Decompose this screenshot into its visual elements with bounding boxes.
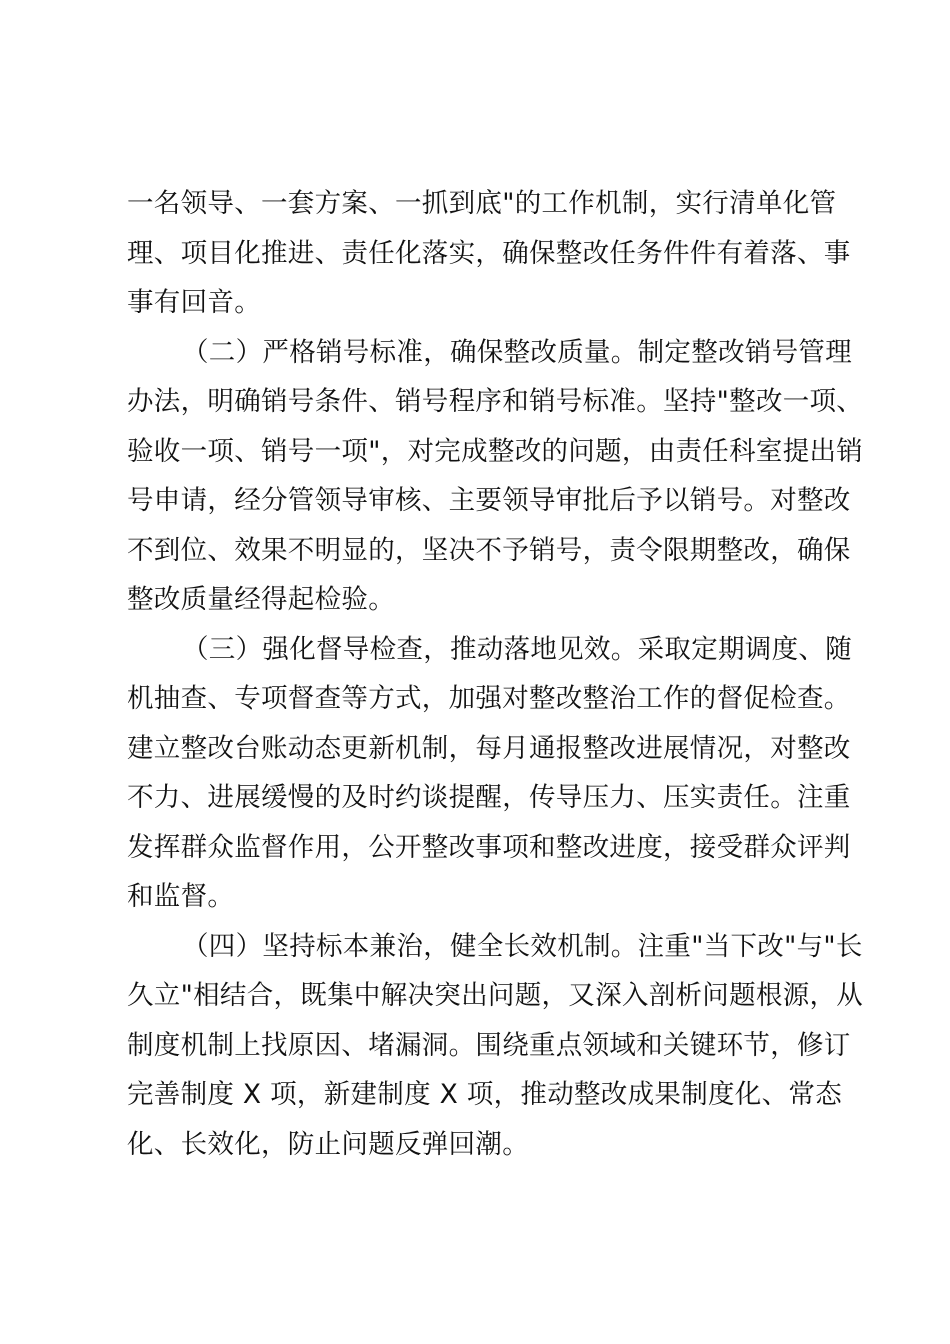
paragraph-4-line-4: 完善制度 X 项，新建制度 X 项，推动整改成果制度化、常态	[127, 1079, 843, 1110]
paragraph-2-line-3: 验收一项、销号一项"，对完成整改的问题，由责任科室提出销	[127, 435, 864, 467]
paragraph-4-line-1: （四）坚持标本兼治，健全长效机制。注重"当下改"与"长	[182, 930, 863, 962]
paragraph-2-line-4: 号申请，经分管领导审核、主要领导审批后予以销号。对整改	[127, 485, 851, 516]
paragraph-3-line-1: （三）强化督导检查，推动落地见效。采取定期调度、随	[182, 633, 852, 665]
paragraph-4-line-5: 化、长效化，防止问题反弹回潮。	[127, 1128, 529, 1160]
paragraph-4-line-2: 久立"相结合，既集中解决突出问题，又深入剖析问题根源，从	[127, 980, 864, 1011]
paragraph-1-line-3: 事有回音。	[127, 287, 261, 318]
document-body	[127, 179, 864, 1169]
paragraph-2-line-5: 不到位、效果不明显的，坚决不予销号，责令限期整改，确保	[127, 534, 851, 566]
paragraph-1-line-1: 一名领导、一套方案、一抓到底"的工作机制，实行清单化管	[127, 188, 837, 219]
paragraph-1-line-2: 理、项目化推进、责任化落实，确保整改任务件件有着落、事	[127, 237, 851, 269]
paragraph-3-line-3: 建立整改台账动态更新机制，每月通报整改进展情况，对整改	[127, 732, 851, 764]
paragraph-2-line-6: 整改质量经得起检验。	[127, 584, 395, 615]
paragraph-4-line-3: 制度机制上找原因、堵漏洞。围绕重点领域和关键环节，修订	[127, 1029, 851, 1061]
paragraph-3-line-6: 和监督。	[127, 881, 235, 912]
paragraph-3-line-5: 发挥群众监督作用，公开整改事项和整改进度，接受群众评判	[127, 831, 851, 863]
paragraph-2-line-2: 办法，明确销号条件、销号程序和销号标准。坚持"整改一项、	[127, 386, 864, 417]
paragraph-2-line-1: （二）严格销号标准，确保整改质量。制定整改销号管理	[182, 336, 852, 368]
paragraph-3-line-2: 机抽查、专项督查等方式，加强对整改整治工作的督促检查。	[127, 683, 851, 714]
paragraph-3-line-4: 不力、进展缓慢的及时约谈提醒，传导压力、压实责任。注重	[127, 782, 851, 813]
